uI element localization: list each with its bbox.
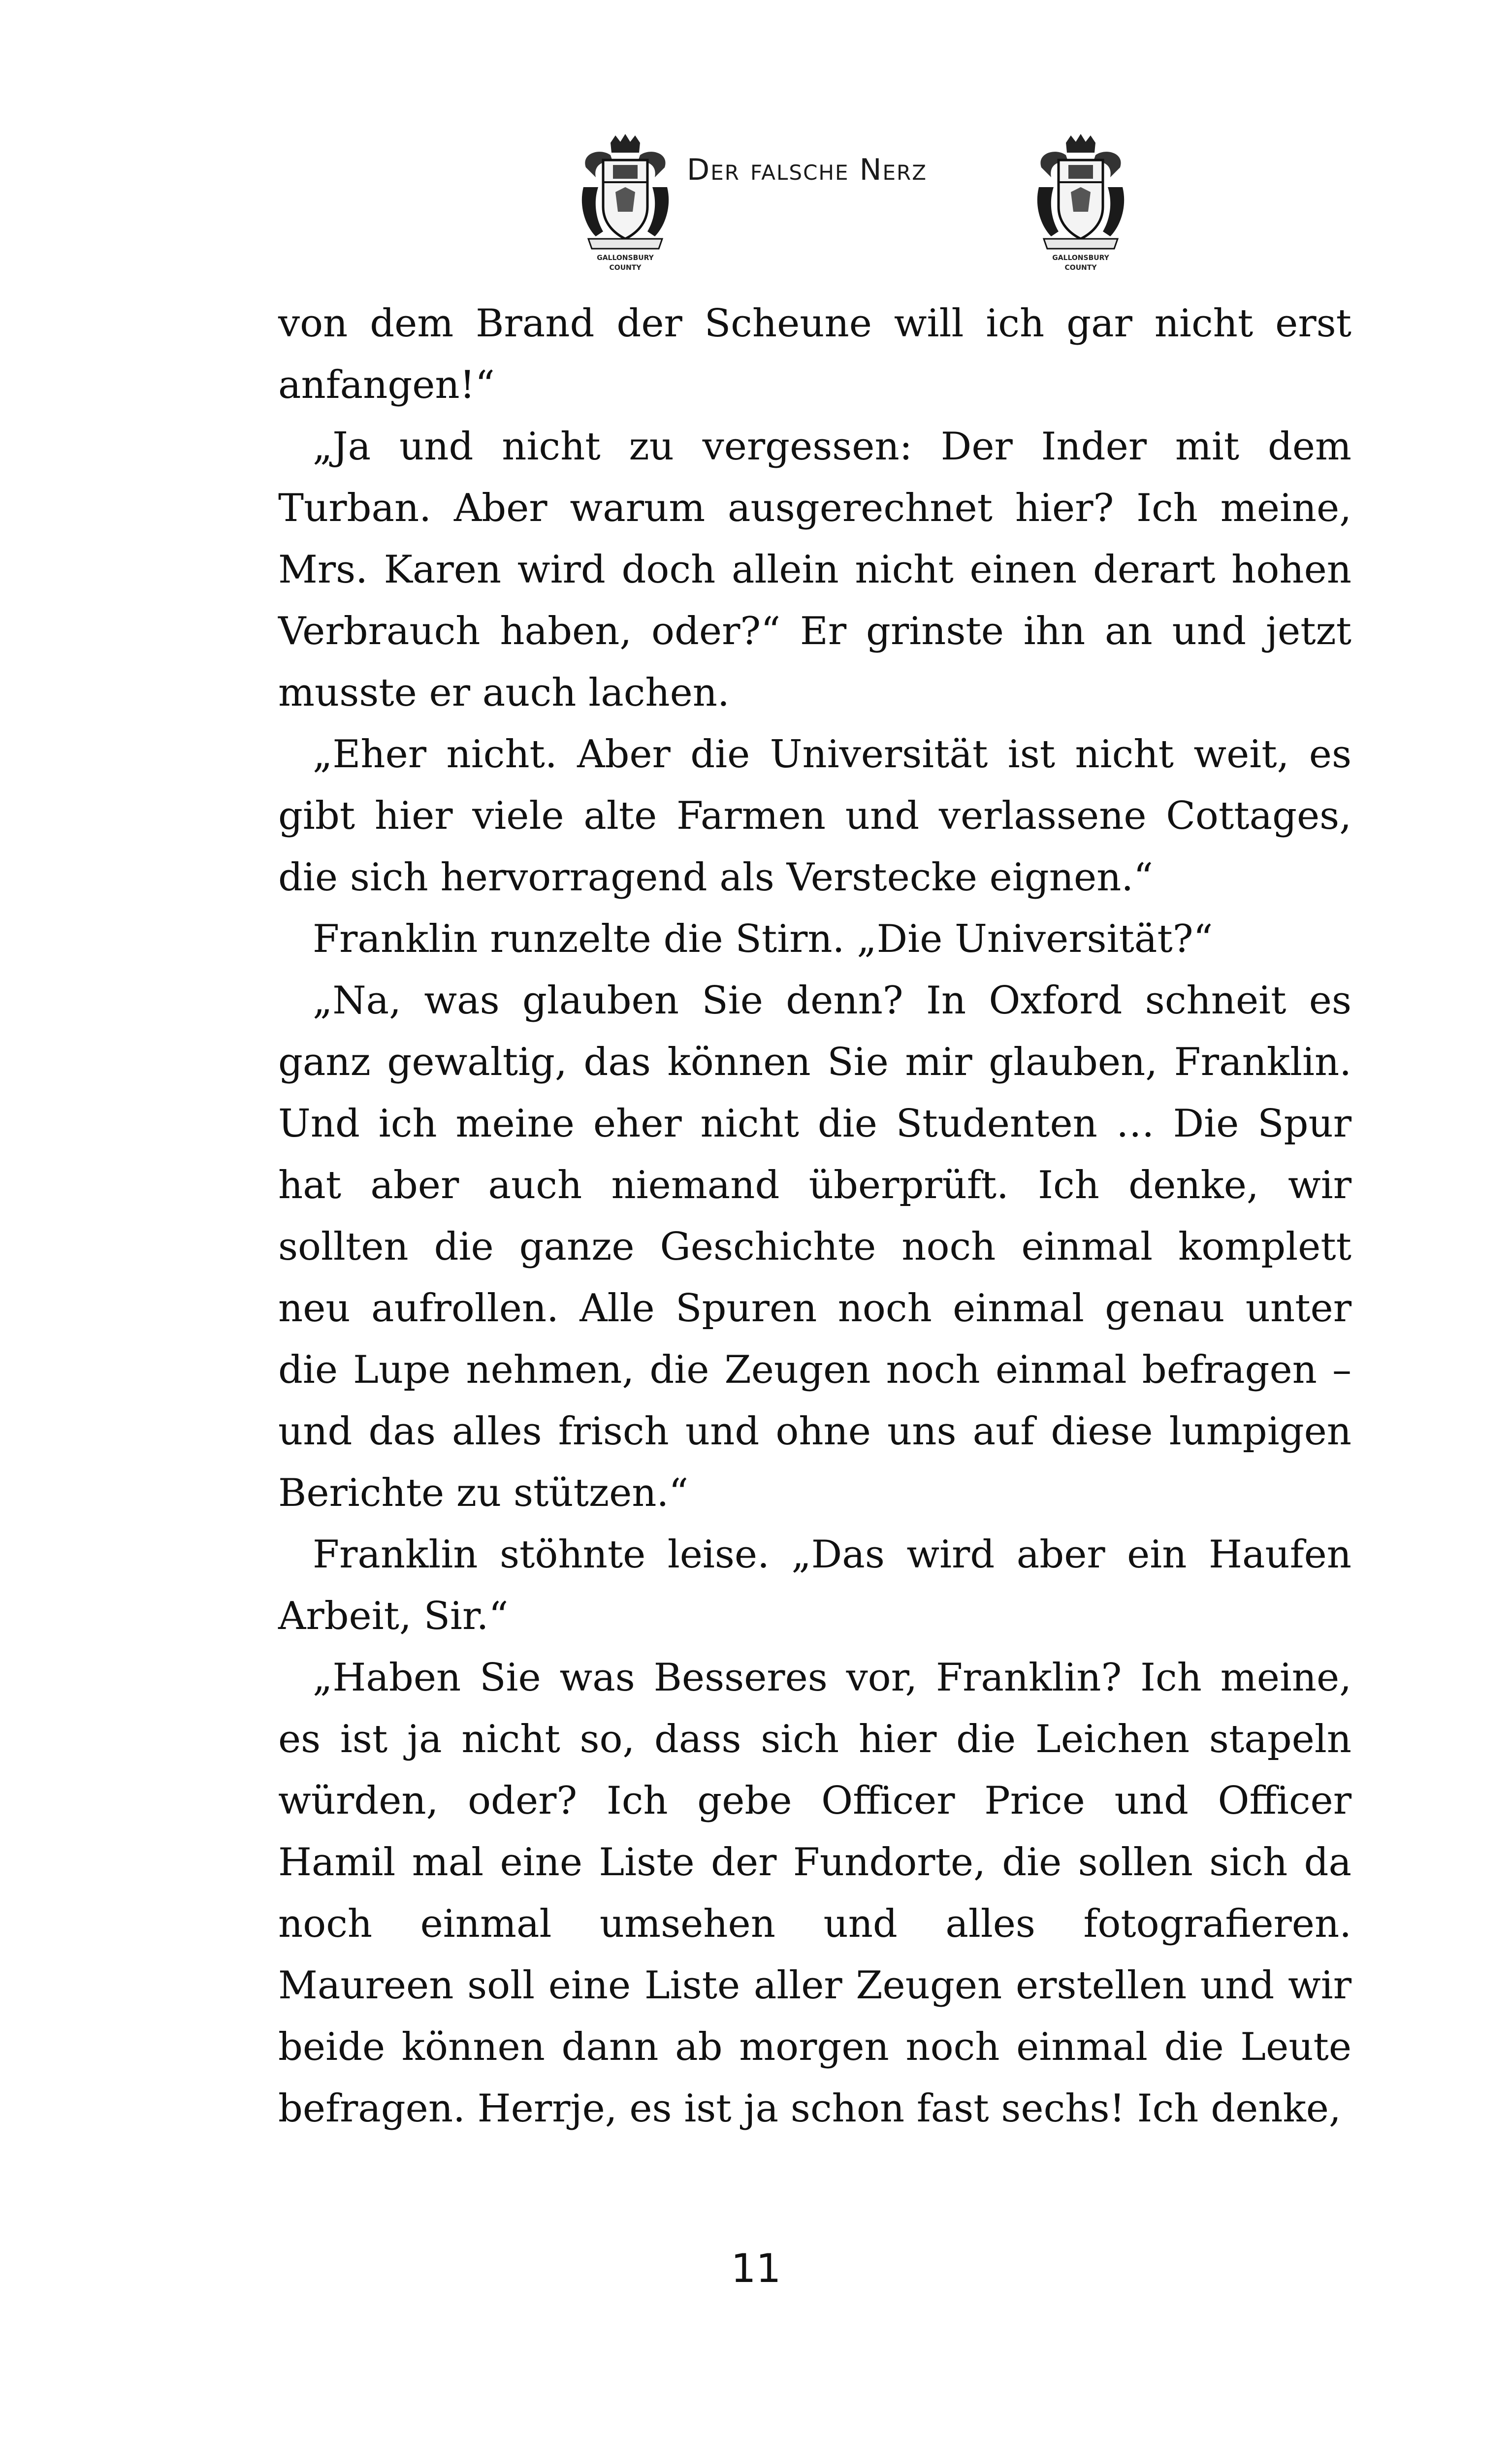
paragraph: von dem Brand der Scheune will ich gar nicht erst anfangen!“ [278, 301, 1351, 407]
paragraph: „Haben Sie was Besseres vor, Franklin? Ich meine, es ist ja nicht so, dass sich hier die Leichen stapeln würden, oder? Ich gebe Officer Price und Officer Hamil mal eine Liste der Fundorte, die sollen sich da noch einmal umsehen und alles fotografieren. Maureen soll eine Liste aller Zeugen erstellen und wir beide können dann ab morgen noch einmal die Leute befragen. Herrje, es ist ja schon fast sechs! Ich denke, [278, 1656, 1351, 2131]
crest-caption-line2: COUNTY [609, 264, 642, 272]
running-title: Der falsche Nerz [687, 153, 927, 187]
paragraph: „Na, was glauben Sie denn? In Oxford schneit es ganz gewaltig, das können Sie mir glauben, Franklin. Und ich meine eher nicht die Studenten … Die Spur hat aber auch niemand überprüft. Ich denke, wir sollten die ganze Geschichte noch einmal komplett neu aufrollen. Alle Spuren noch einmal genau unter die Lupe nehmen, die Zeugen noch einmal befragen – und das alles frisch und ohne uns auf diese lumpigen Berichte zu stützen.“ [278, 978, 1351, 1515]
paragraph: „Eher nicht. Aber die Universität ist nicht weit, es gibt hier viele alte Farmen und verlassene Cottages, die sich hervorragend als Verstecke eignen.“ [278, 732, 1351, 900]
paragraph: „Ja und nicht zu vergessen: Der Inder mit dem Turban. Aber warum ausgerechnet hier? Ich meine, Mrs. Karen wird doch allein nicht einen derart hohen Verbrauch haben, oder?“ Er grinste ihn an und jetzt musste er auch lachen. [278, 424, 1351, 715]
county-crest-icon [576, 133, 675, 276]
running-header [0, 128, 1512, 276]
page-number: 11 [731, 2246, 781, 2291]
crest-caption-line1: GALLONSBURY [597, 254, 654, 262]
crest-caption-line2: COUNTY [1064, 264, 1097, 272]
county-crest-icon [1031, 133, 1130, 276]
page-body-text [278, 293, 1351, 2140]
paragraph: Franklin runzelte die Stirn. „Die Universität?“ [313, 917, 1213, 961]
paragraph: Franklin stöhnte leise. „Das wird aber ein Haufen Arbeit, Sir.“ [278, 1532, 1351, 1638]
crest-caption-line1: GALLONSBURY [1052, 254, 1109, 262]
